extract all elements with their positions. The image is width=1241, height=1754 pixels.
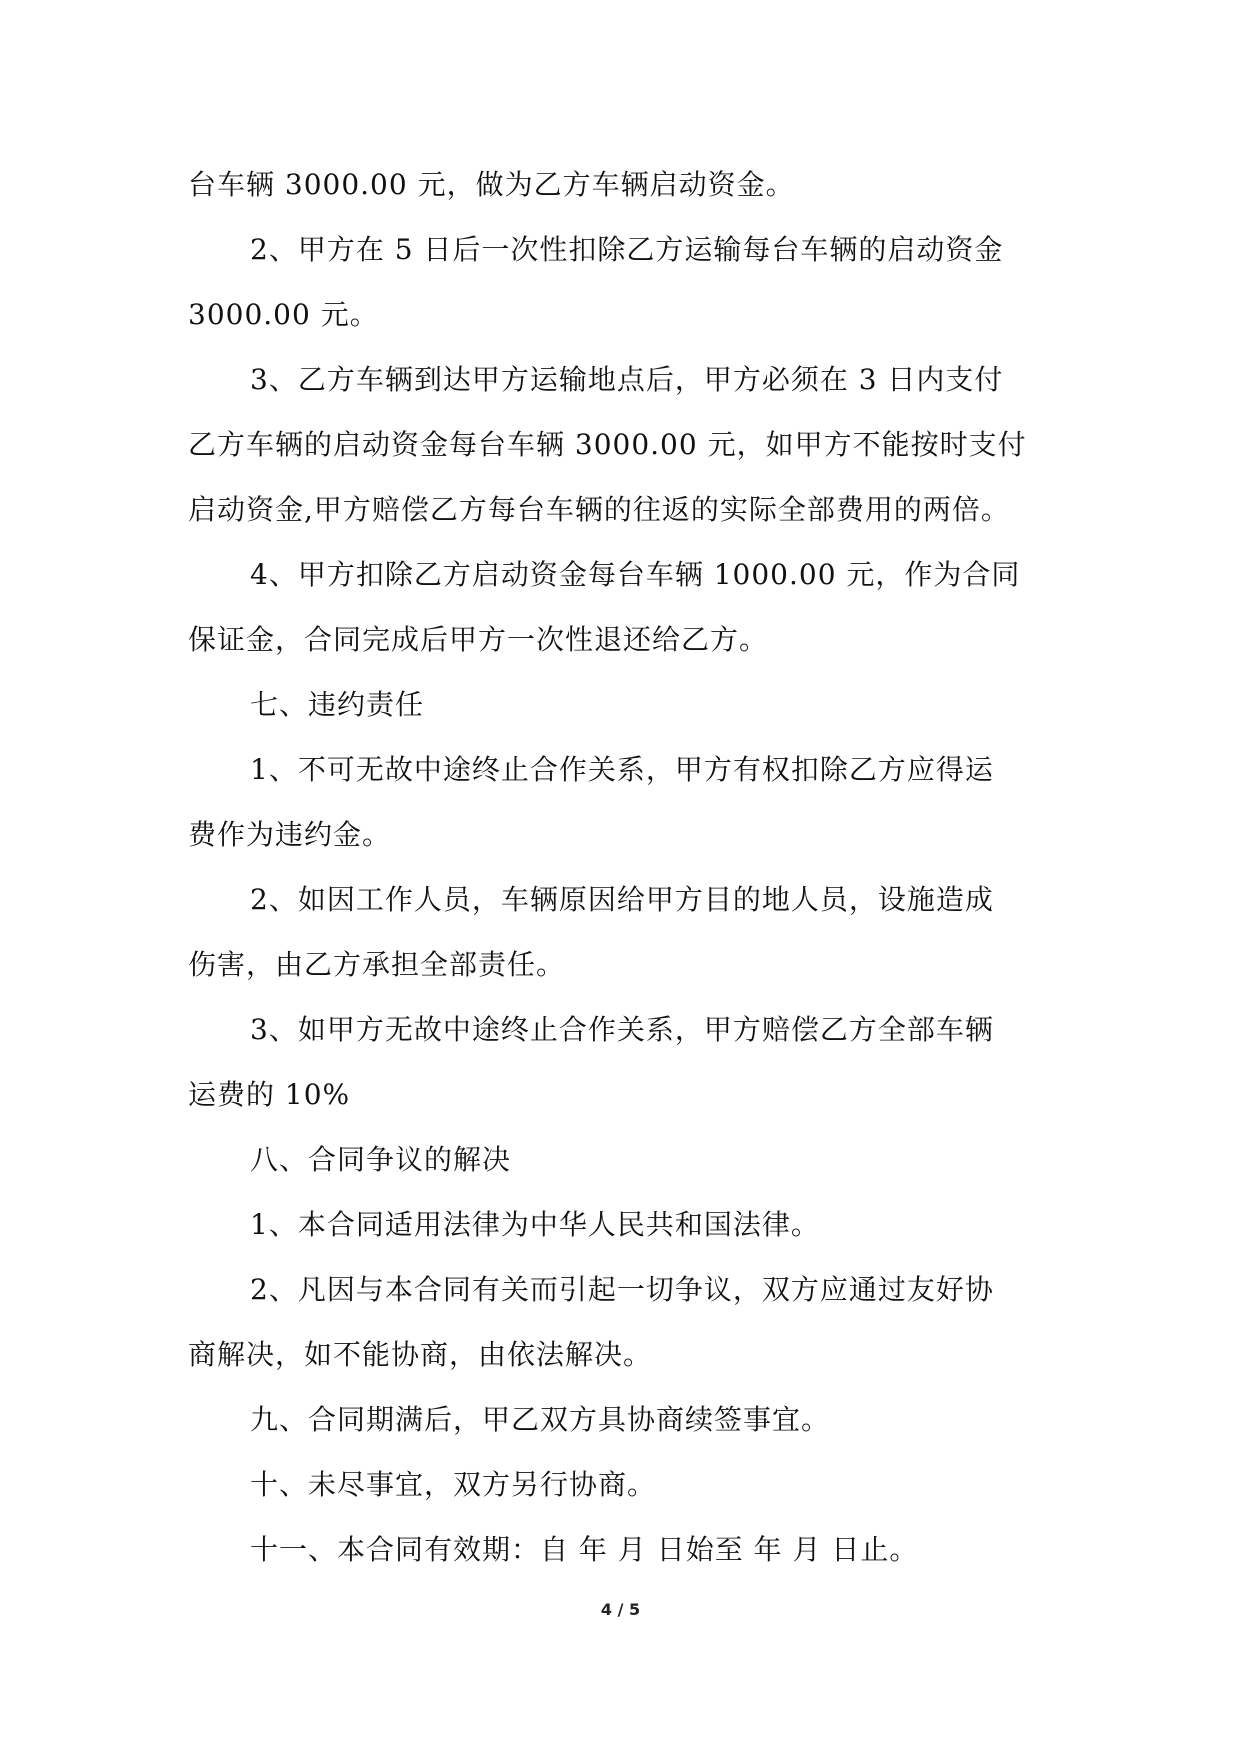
paragraph-line: 3、乙方车辆到达甲方运输地点后，甲方必须在 3 日内支付 (250, 363, 1004, 396)
paragraph-line: 伤害，由乙方承担全部责任。 (188, 948, 566, 981)
paragraph-line: 保证金，合同完成后甲方一次性退还给乙方。 (188, 623, 769, 656)
paragraph-line: 费作为违约金。 (188, 818, 392, 851)
section-heading: 十、未尽事宜，双方另行协商。 (250, 1468, 657, 1501)
section-heading: 八、合同争议的解决 (250, 1143, 512, 1176)
paragraph-line: 2、如因工作人员，车辆原因给甲方目的地人员，设施造成 (250, 883, 994, 916)
paragraph-line: 3、如甲方无故中途终止合作关系，甲方赔偿乙方全部车辆 (250, 1013, 994, 1046)
section-heading: 七、违约责任 (250, 688, 425, 721)
paragraph-line: 1、不可无故中途终止合作关系，甲方有权扣除乙方应得运 (250, 753, 994, 786)
section-heading: 十一、本合同有效期：自 年 月 日始至 年 月 日止。 (250, 1533, 919, 1566)
paragraph-line: 2、甲方在 5 日后一次性扣除乙方运输每台车辆的启动资金 (250, 233, 1004, 266)
paragraph-line: 台车辆 3000.00 元，做为乙方车辆启动资金。 (188, 168, 795, 201)
paragraph-line: 启动资金,甲方赔偿乙方每台车辆的往返的实际全部费用的两倍。 (188, 493, 1010, 526)
paragraph-line: 商解决，如不能协商，由依法解决。 (188, 1338, 653, 1371)
paragraph-line: 4、甲方扣除乙方启动资金每台车辆 1000.00 元，作为合同 (250, 558, 1021, 591)
paragraph-line: 2、凡因与本合同有关而引起一切争议，双方应通过友好协 (250, 1273, 994, 1306)
paragraph-line: 运费的 10% (188, 1078, 351, 1111)
paragraph-line: 3000.00 元。 (188, 298, 379, 331)
section-heading: 九、合同期满后，甲乙双方具协商续签事宜。 (250, 1403, 831, 1436)
page-number: 4 / 5 (600, 1600, 641, 1619)
paragraph-line: 乙方车辆的启动资金每台车辆 3000.00 元，如甲方不能按时支付 (188, 428, 1027, 461)
document-body (188, 152, 1058, 1582)
paragraph-line: 1、本合同适用法律为中华人民共和国法律。 (250, 1208, 820, 1241)
